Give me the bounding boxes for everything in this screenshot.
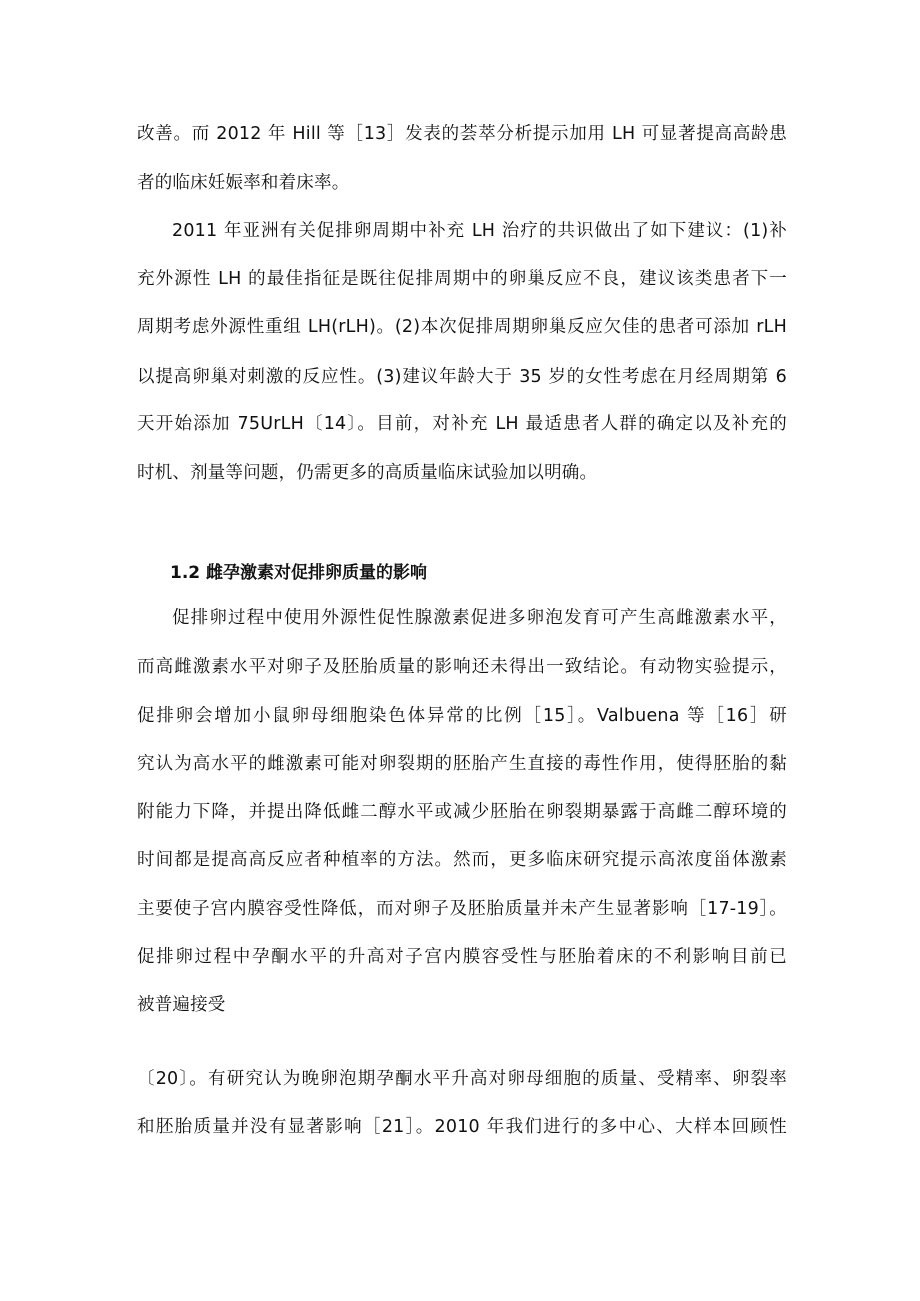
text-line: 附能力下降，并提出降低雌二醇水平或减少胚胎在卵裂期暴露于高雌二醇环境的 xyxy=(137,802,787,822)
text-line: 时机、剂量等问题，仍需更多的高质量临床试验加以明确。 xyxy=(137,463,598,483)
text-line: 究认为高水平的雌激素可能对卵裂期的胚胎产生直接的毒性作用，使得胚胎的黏 xyxy=(137,754,787,774)
text-line: 促排卵过程中使用外源性促性腺激素促进多卵泡发育可产生高雌激素水平， xyxy=(172,608,787,628)
text-line: 充外源性 LH 的最佳指征是既往促排周期中的卵巢反应不良，建议该类患者下一 xyxy=(137,269,787,289)
text-line: 促排卵会增加小鼠卵母细胞染色体异常的比例［15］。Valbuena 等［16］研 xyxy=(137,706,787,726)
text-line: 周期考虑外源性重组 LH(rLH)。(2)本次促排周期卵巢反应欠佳的患者可添加 rLH xyxy=(137,317,787,337)
text-line: 天开始添加 75UrLH〔14〕。目前，对补充 LH 最适患者人群的确定以及补充的 xyxy=(137,414,787,434)
text-line: 而高雌激素水平对卵子及胚胎质量的影响还未得出一致结论。有动物实验提示， xyxy=(137,657,787,677)
text-line: 者的临床妊娠率和着床率。 xyxy=(137,173,350,193)
text-line: 被普遍接受 xyxy=(137,995,226,1015)
text-line: 和胚胎质量并没有显著影响［21］。2010 年我们进行的多中心、大样本回顾性 xyxy=(137,1117,787,1137)
text-line: 促排卵过程中孕酮水平的升高对子宫内膜容受性与胚胎着床的不利影响目前已 xyxy=(137,947,787,967)
text-line: 时间都是提高高反应者种植率的方法。然而，更多临床研究提示高浓度甾体激素 xyxy=(137,850,787,870)
text-line: 改善。而 2012 年 Hill 等［13］发表的荟萃分析提示加用 LH 可显著提高高龄患 xyxy=(137,124,787,144)
text-line: 主要使子宫内膜容受性降低，而对卵子及胚胎质量并未产生显著影响［17-19］。 xyxy=(137,899,787,919)
text-line: 〔20〕。有研究认为晚卵泡期孕酮水平升高对卵母细胞的质量、受精率、卵裂率 xyxy=(137,1069,787,1089)
section-heading: 1.2 雌孕激素对促排卵质量的影响 xyxy=(170,563,428,583)
text-line: 2011 年亚洲有关促排卵周期中补充 LH 治疗的共识做出了如下建议：(1)补 xyxy=(172,221,787,241)
text-line: 以提高卵巢对刺激的反应性。(3)建议年龄大于 35 岁的女性考虑在月经周期第 6 xyxy=(137,367,787,387)
